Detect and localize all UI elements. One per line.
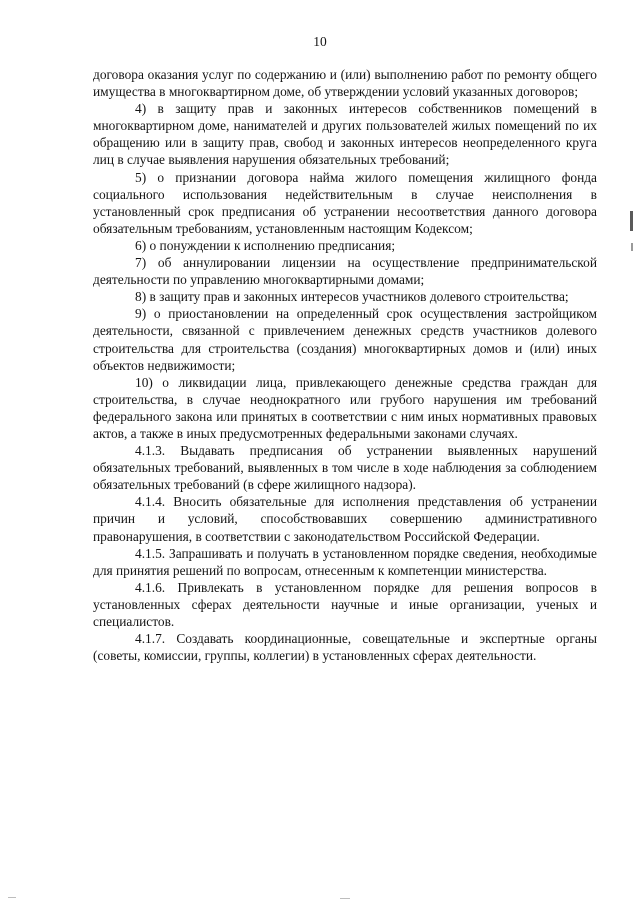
paragraph-item-4: 4) в защиту прав и законных интересов собственников помещений в многоквартирном доме, нанимателей и других пользователей жилых помещений по их обращению или в защиту прав, свобод и законных интересов неопределенного круга лиц в случае выявления нарушения обязательных требований; xyxy=(93,101,597,168)
paragraph-item-8: 8) в защиту прав и законных интересов участников долевого строительства; xyxy=(135,289,569,305)
scan-bottom-dash xyxy=(340,898,350,899)
scan-corner-mark xyxy=(8,897,16,898)
paragraph-continuation: договора оказания услуг по содержанию и (или) выполнению работ по ремонту общего имущества в многоквартирном доме, об утверждении условий указанных договоров; xyxy=(93,67,597,100)
paragraph-item-9: 9) о приостановлении на определенный срок осуществления застройщиком деятельности, связанной с привлечением денежных средств участников долевого строительства для строительства (создания) многоквартирных домов и (или) иных объектов недвижимости; xyxy=(93,306,597,373)
paragraph-4-1-3: 4.1.3. Выдавать предписания об устранении выявленных нарушений обязательных требований, выявленных в том числе в ходе наблюдения за соблюдением обязательных требований (в сфере жилищного надзора). xyxy=(93,443,597,493)
paragraph-item-10: 10) о ликвидации лица, привлекающего денежные средства граждан для строительства, в случае неоднократного или грубого нарушения им требований федерального закона или принятых в соответствии с ним иных нормативных правовых актов, а также в иных предусмотренных федеральными законами случаях. xyxy=(93,374,597,441)
paragraph-item-7: 7) об аннулировании лицензии на осуществление предпринимательской деятельности по управлению многоквартирными домами; xyxy=(93,255,597,288)
paragraph-4-1-7: 4.1.7. Создавать координационные, совещательные и экспертные органы (советы, комиссии, группы, коллегии) в установленных сферах деятельности. xyxy=(93,631,597,664)
document-body xyxy=(93,66,597,664)
paragraph-item-5: 5) о признании договора найма жилого помещения жилищного фонда социального использования недействительным в случае неисполнения в установленный срок предписания об устранении несоответствия данного договора обязательным требованиям, установленным настоящим Кодексом; xyxy=(93,169,597,236)
paragraph-4-1-5: 4.1.5. Запрашивать и получать в установленном порядке сведения, необходимые для принятия решений по вопросам, отнесенным к компетенции министерства. xyxy=(93,545,597,578)
scan-margin-mark xyxy=(630,211,633,231)
paragraph-item-6: 6) о понуждении к исполнению предписания; xyxy=(135,237,396,253)
paragraph-4-1-4: 4.1.4. Вносить обязательные для исполнения представления об устранении причин и условий, способствовавших совершению административного правонарушения, в соответствии с законодательством Российской Федерации. xyxy=(93,494,597,544)
paragraph-4-1-6: 4.1.6. Привлекать в установленном порядке для решения вопросов в установленных сферах деятельности научные и иные организации, ученых и специалистов. xyxy=(93,579,597,629)
page-number: 10 xyxy=(313,34,327,49)
scan-margin-mark-small xyxy=(631,243,633,251)
